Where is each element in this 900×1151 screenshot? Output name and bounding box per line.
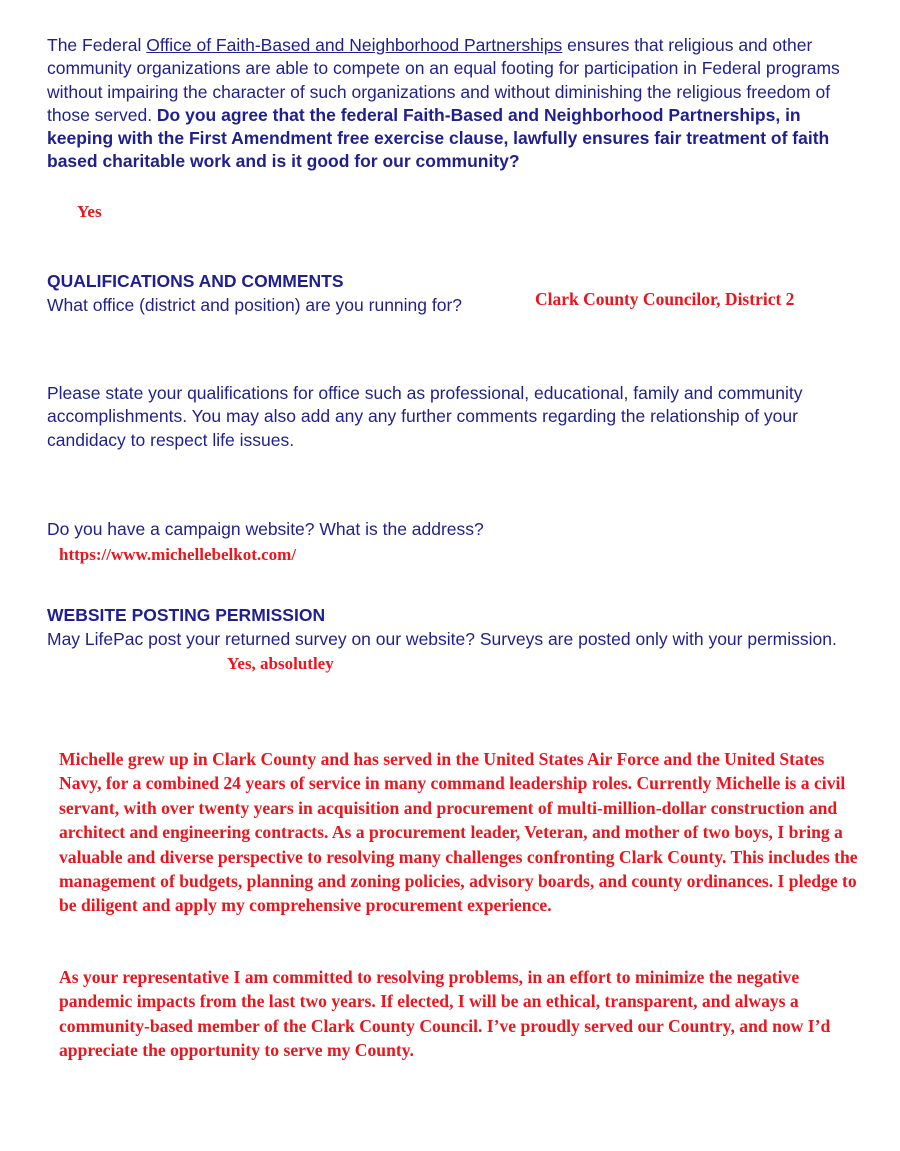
qualifications-prompt: Please state your qualifications for office such as professional, educational, family and community accomplishments. You may also add any any further comments regarding the relationship of your candidacy to respect life issues.: [47, 383, 803, 450]
faith-answer: Yes: [77, 202, 102, 221]
faith-intro-continuation: ensures that religious and other community organizations are able to compete on an equal footing for participation in Federal programs without impairing the character of such organizations and without diminishing the religious freedom of those served.: [47, 35, 840, 125]
qualifications-heading: QUALIFICATIONS AND COMMENTS: [47, 271, 344, 291]
faith-question-bold: Do you agree that the federal Faith-Based and Neighborhood Partnerships, in keeping with the First Amendment free exercise clause, lawfully ensures fair treatment of faith based charitable work and is it good for our community?: [47, 104, 830, 172]
office-question: What office (district and position) are you running for?: [47, 295, 463, 315]
office-answer: Clark County Councilor, District 2: [535, 289, 795, 309]
faith-partnerships-link[interactable]: Office of Faith-Based and Neighborhood Partnerships: [146, 35, 563, 55]
website-question: Do you have a campaign website? What is the address?: [47, 519, 484, 539]
candidate-statement-paragraph-1: Michelle grew up in Clark County and has served in the United States Air Force and the United States Navy, for a combined 24 years of service in many command leadership roles. Currently Michelle is a civil servant, with over twenty years in acquisition and procurement of multi-million-dollar construction and architect and engineering contracts. As a procurement leader, Veteran, and mother of two boys, I bring a valuable and diverse perspective to resolving many challenges confronting Clark County. This includes the management of budgets, planning and zoning policies, advisory boards, and county ordinances. I pledge to be diligent and apply my comprehensive procurement experience.: [59, 749, 858, 916]
faith-question: [47, 34, 867, 174]
posting-answer: Yes, absolutley: [227, 654, 334, 673]
posting-question: May LifePac post your returned survey on our website? Surveys are posted only with your permission.: [47, 629, 837, 649]
candidate-statement-paragraph-2: As your representative I am committed to resolving problems, in an effort to minimize the negative pandemic impacts from the last two years. If elected, I will be an ethical, transparent, and always a community-based member of the Clark County Council. I’ve proudly served our Country, and now I’d appreciate the opportunity to serve my County.: [59, 967, 831, 1061]
posting-heading: WEBSITE POSTING PERMISSION: [47, 605, 326, 625]
faith-intro-text: The Federal: [47, 35, 147, 55]
website-answer: https://www.michellebelkot.com/: [59, 545, 297, 564]
